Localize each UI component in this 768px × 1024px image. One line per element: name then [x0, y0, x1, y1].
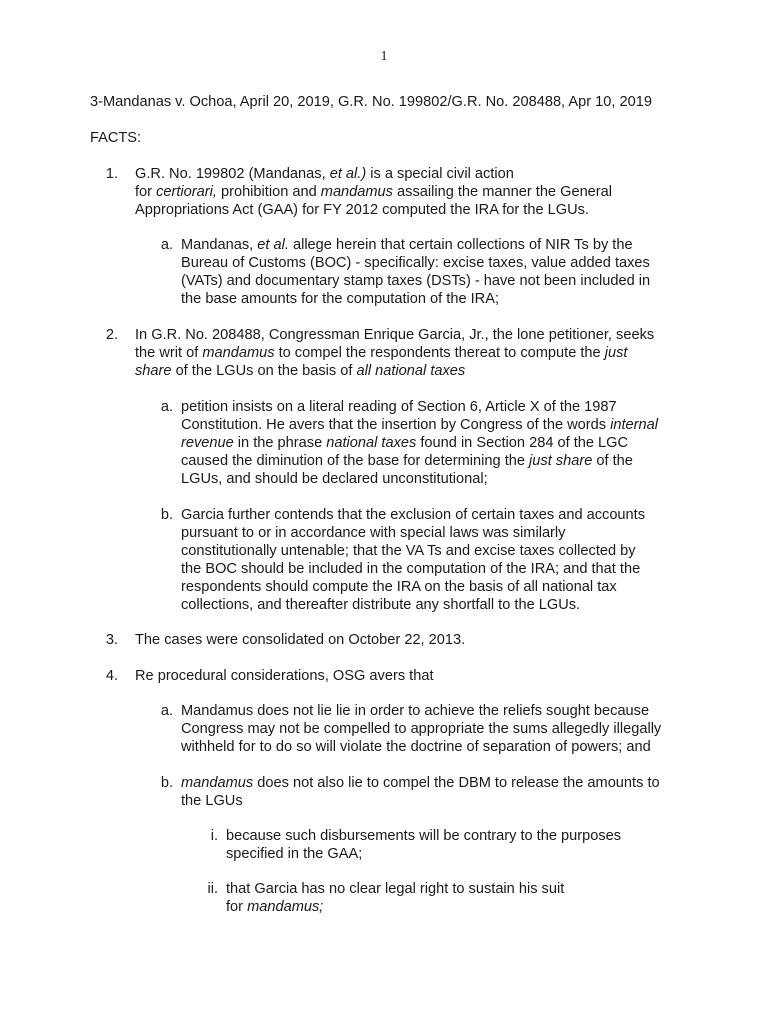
list-item-text: In G.R. No. 208488, Congressman Enrique Garcia, Jr., the lone petitioner, seeks the writ of mandamus to compel the respondents thereat to compute the just share of the LGUs on the basis of all national taxes — [135, 327, 655, 379]
list-number: 4. — [105, 668, 118, 684]
list-number: 1. — [105, 166, 118, 182]
list-item-text: petition insists on a literal reading of Section 6, Article X of the 1987 Constitution. He avers that the insertion by Congress of the words internal revenue in the phrase national taxes found in Section 284 of the LGC caused the diminution of the base for determining the just share of the LGUs, and should be declared unconstitutional; — [181, 399, 658, 487]
list-item-text: Mandanas, et al. allege herein that certain collections of NIR Ts by the Bureau of Customs (BOC) - specifically: excise taxes, value added taxes (VATs) and documentary stamp taxes (DSTs) - have not been included in the base amounts for the computation of the IRA; — [181, 237, 651, 307]
list-item-text: The cases were consolidated on October 22, 2013. — [135, 632, 466, 648]
list-roman: i. — [210, 828, 218, 844]
list-item-text: Re procedural considerations, OSG avers that — [135, 668, 434, 684]
list-letter: a. — [160, 399, 173, 415]
list-item-text: that Garcia has no clear legal right to sustain his suit for mandamus; — [226, 881, 565, 915]
list-item-text: Mandamus does not lie lie in order to achieve the reliefs sought because Congress may not be compelled to appropriate the sums allegedly illegally withheld for to do so will violate the doctrine of separation of powers; and — [181, 703, 662, 755]
list-letter: a. — [160, 237, 173, 253]
list-letter: a. — [160, 703, 173, 719]
document-title: 3-Mandanas v. Ochoa, April 20, 2019, G.R. No. 199802/G.R. No. 208488, Apr 10, 2019 — [90, 94, 652, 110]
page-number: 1 — [380, 49, 388, 64]
list-item-text: because such disbursements will be contrary to the purposes specified in the GAA; — [226, 828, 622, 862]
list-item-text: G.R. No. 199802 (Mandanas, et al.) is a special civil action for certiorari, prohibition and mandamus assailing the manner the General Appropriations Act (GAA) for FY 2012 computed the IRA for the LGUs. — [135, 166, 613, 218]
list-number: 3. — [105, 632, 118, 648]
list-letter: b. — [160, 507, 173, 523]
list-item-text: mandamus does not also lie to compel the DBM to release the amounts to the LGUs — [181, 775, 660, 809]
facts-heading: FACTS: — [90, 130, 142, 146]
list-letter: b. — [160, 775, 173, 791]
list-item-text: Garcia further contends that the exclusion of certain taxes and accounts pursuant to or in accordance with special laws was similarly constitutionally untenable; that the VA Ts and excise taxes collected by the BOC should be included in the computation of the IRA; and that the respondents should compute the IRA on the basis of all national tax collections, and thereafter distribute any shortfall to the LGUs. — [181, 507, 646, 613]
list-roman: ii. — [207, 881, 218, 897]
list-number: 2. — [105, 327, 118, 343]
